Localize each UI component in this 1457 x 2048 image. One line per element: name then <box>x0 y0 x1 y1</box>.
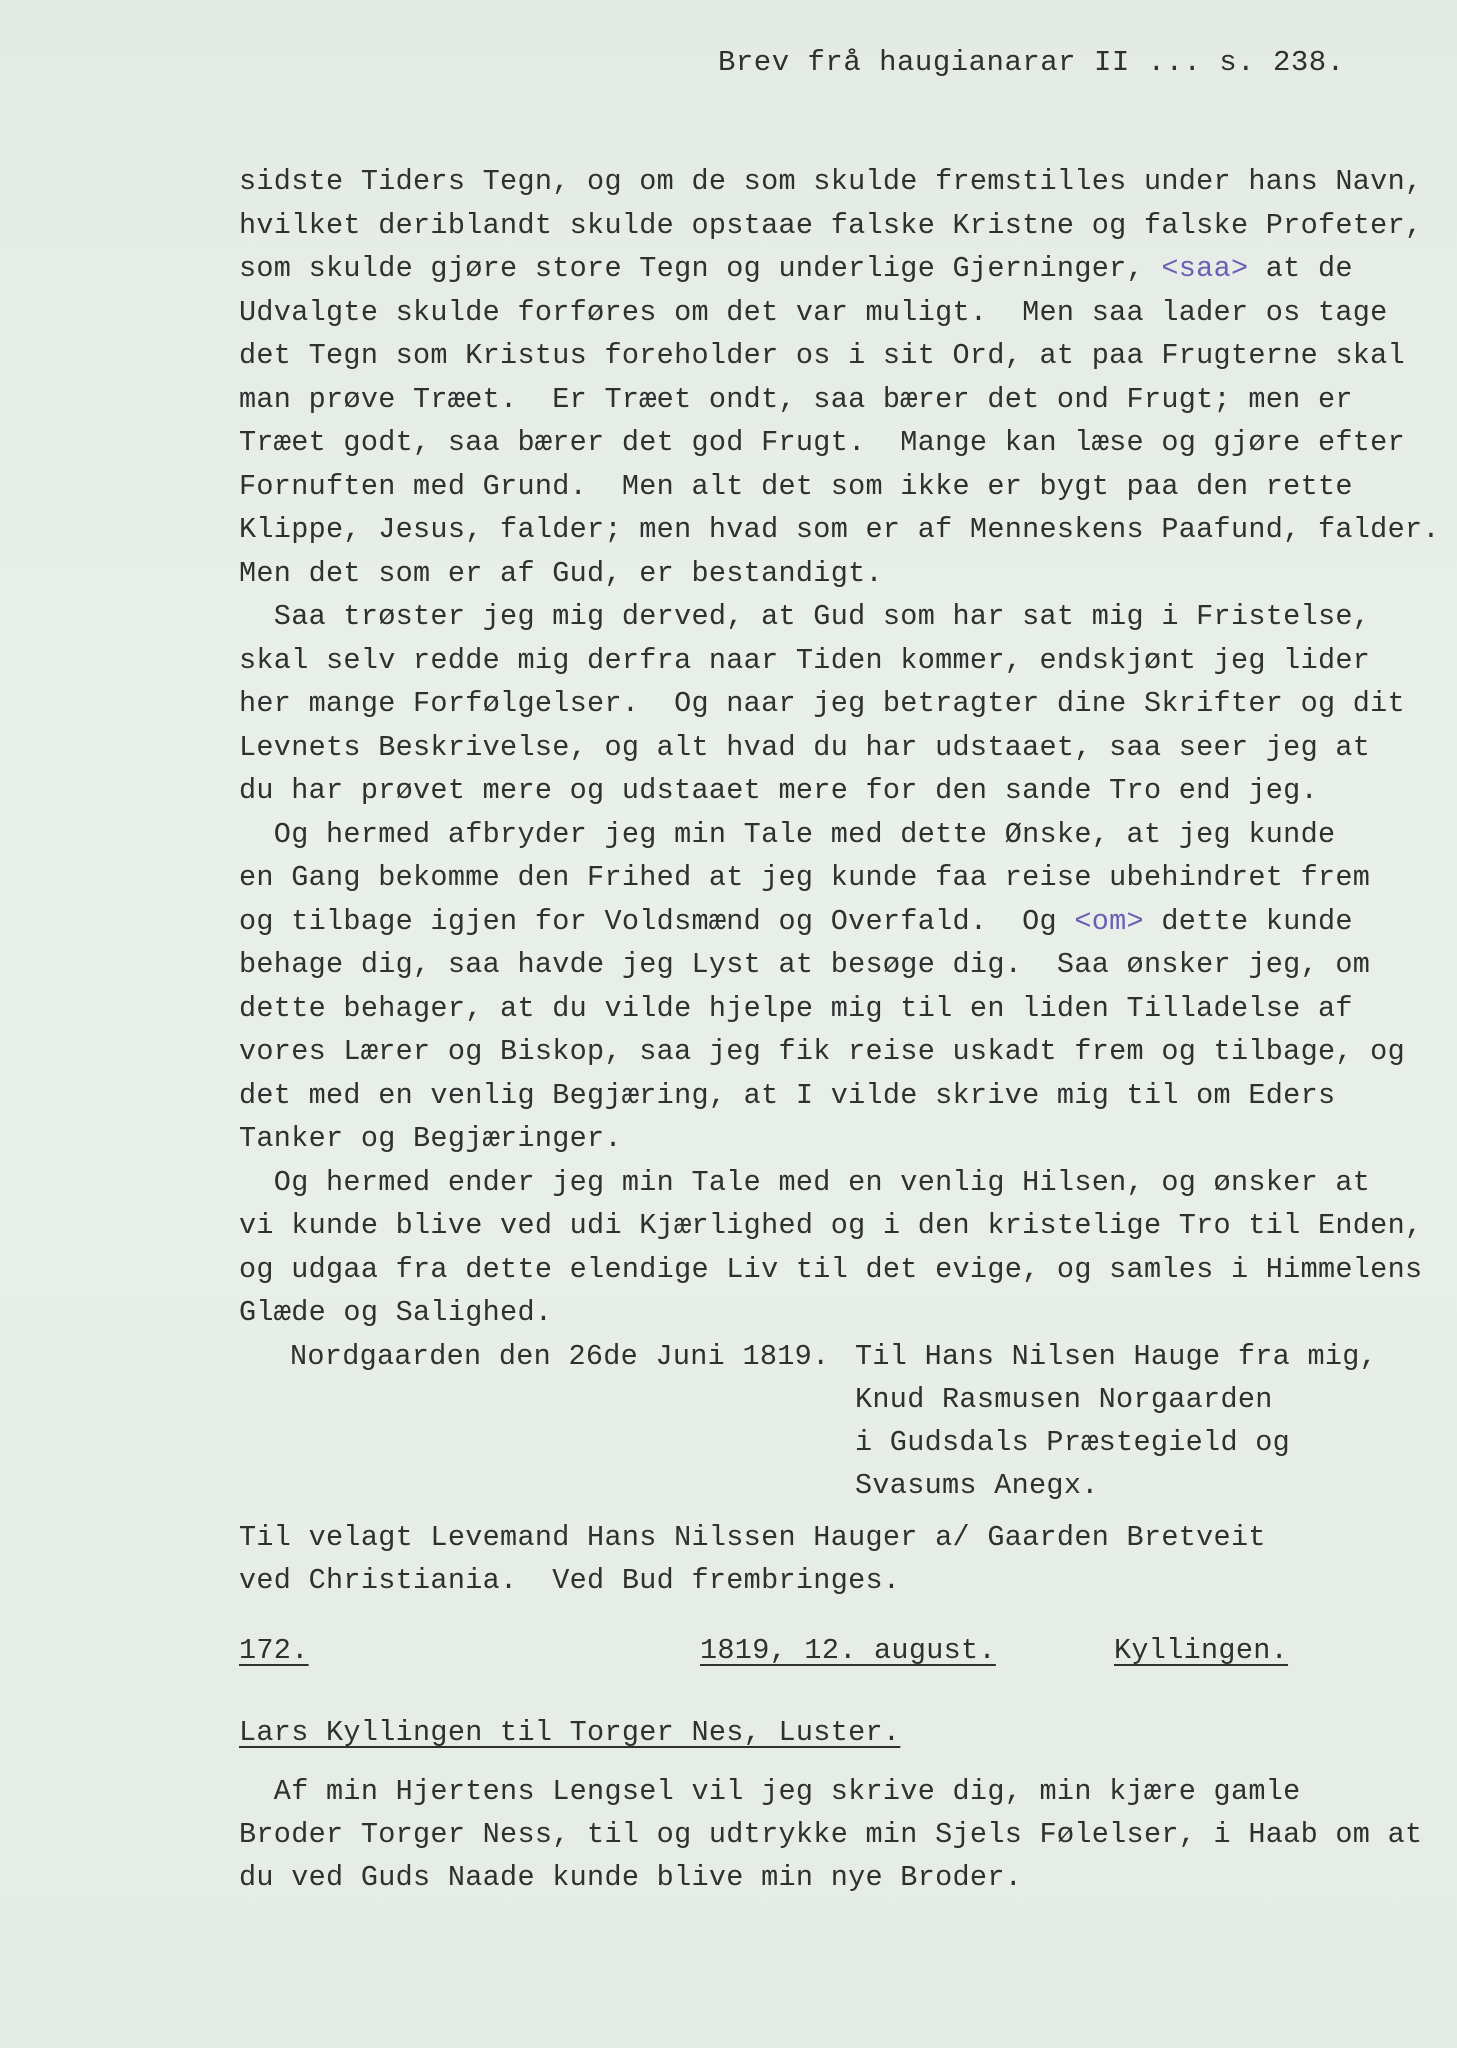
signature-line: Svasums Anegx. <box>855 1469 1099 1502</box>
body-line: her mange Forfølgelser. Og naar jeg betragter dine Skrifter og dit <box>239 687 1405 720</box>
body-line: en Gang bekomme den Frihed at jeg kunde faa reise ubehindret frem <box>239 861 1371 894</box>
body-line-text: at de <box>1248 252 1353 285</box>
entry-date: 1819, 12. august. <box>700 1634 996 1667</box>
entry-number: 172. <box>239 1634 309 1667</box>
body-line: dette behager, at du vilde hjelpe mig til en liden Tilladelse af <box>239 991 1353 1025</box>
body-line: vores Lærer og Biskop, saa jeg fik reise uskadt frem og tilbage, og <box>239 1035 1405 1068</box>
body-line-text: som skulde gjøre store Tegn og underlige Gjerninger, <box>239 252 1162 285</box>
entry-place: Kyllingen. <box>1114 1634 1289 1667</box>
address-line: Til velagt Levemand Hans Nilssen Hauger a/ Gaarden Bretveit <box>239 1521 1266 1554</box>
address-line: ved Christiania. Ved Bud frembringes. <box>239 1564 901 1597</box>
signature-line: Knud Rasmusen Norgaarden <box>855 1383 1273 1416</box>
body-line: Levnets Beskrivelse, og alt hvad du har udstaaet, saa seer jeg at <box>239 730 1371 764</box>
editorial-insert: <saa> <box>1161 252 1249 285</box>
body-line: Glæde og Salighed. <box>239 1296 553 1329</box>
body-line-text: dette kunde <box>1143 904 1353 938</box>
body-line: Og hermed afbryder jeg min Tale med dette Ønske, at jeg kunde <box>239 817 1336 851</box>
entry-body-line: du ved Guds Naade kunde blive min nye Broder. <box>239 1861 1023 1894</box>
signature-place-date: Nordgaarden den 26de Juni 1819. <box>290 1340 830 1373</box>
body-line: Fornuften med Grund. Men alt det som ikke er bygt paa den rette <box>239 469 1353 503</box>
entry-title: Lars Kyllingen til Torger Nes, Luster. <box>239 1716 901 1749</box>
body-line: Saa trøster jeg mig derved, at Gud som har sat mig i Fristelse, <box>239 600 1371 633</box>
signature-line: Til Hans Nilsen Hauge fra mig, <box>855 1340 1378 1373</box>
letter-body <box>239 160 1440 1335</box>
body-line-text: og tilbage igjen for Voldsmænd og Overfald. Og <box>239 904 1075 938</box>
body-line: Klippe, Jesus, falder; men hvad som er af Menneskens Paafund, falder. <box>239 513 1440 546</box>
body-line: Udvalgte skulde forføres om det var muligt. Men saa lader os tage <box>239 295 1388 329</box>
body-line: skal selv redde mig derfra naar Tiden kommer, endskjønt jeg lider <box>239 643 1371 677</box>
body-line: man prøve Træet. Er Træet ondt, saa bærer det ond Frugt; men er <box>239 382 1353 416</box>
body-line <box>239 247 1419 291</box>
body-line: du har prøvet mere og udstaaet mere for den sande Tro end jeg. <box>239 774 1318 807</box>
running-header: Brev frå haugianarar II ... s. 238. <box>718 46 1345 79</box>
body-line: vi kunde blive ved udi Kjærlighed og i den kristelige Tro til Enden, <box>239 1209 1423 1242</box>
editorial-insert: <om> <box>1074 904 1144 938</box>
body-line: det med en venlig Begjæring, at I vilde skrive mig til om Eders <box>239 1078 1336 1112</box>
body-line <box>239 900 1419 944</box>
body-line: Tanker og Begjæringer. <box>239 1122 622 1155</box>
signature-line: i Gudsdals Præstegield og <box>855 1426 1291 1459</box>
body-line: Og hermed ender jeg min Tale med en venlig Hilsen, og ønsker at <box>239 1165 1371 1199</box>
body-line: sidste Tiders Tegn, og om de som skulde fremstilles under hans Navn, <box>239 165 1423 198</box>
body-line: behage dig, saa havde jeg Lyst at besøge dig. Saa ønsker jeg, om <box>239 948 1371 981</box>
entry-body-line: Af min Hjertens Lengsel vil jeg skrive dig, min kjære gamle <box>239 1775 1301 1808</box>
body-line: Træet godt, saa bærer det god Frugt. Mange kan læse og gjøre efter <box>239 426 1405 459</box>
body-line: hvilket deriblandt skulde opstaae falske Kristne og falske Profeter, <box>239 208 1423 242</box>
body-line: og udgaa fra dette elendige Liv til det evige, og samles i Himmelens <box>239 1252 1423 1286</box>
body-line: det Tegn som Kristus foreholder os i sit Ord, at paa Frugterne skal <box>239 339 1405 372</box>
body-line: Men det som er af Gud, er bestandigt. <box>239 556 883 590</box>
entry-body-line: Broder Torger Ness, til og udtrykke min Sjels Følelser, i Haab om at <box>239 1818 1423 1851</box>
